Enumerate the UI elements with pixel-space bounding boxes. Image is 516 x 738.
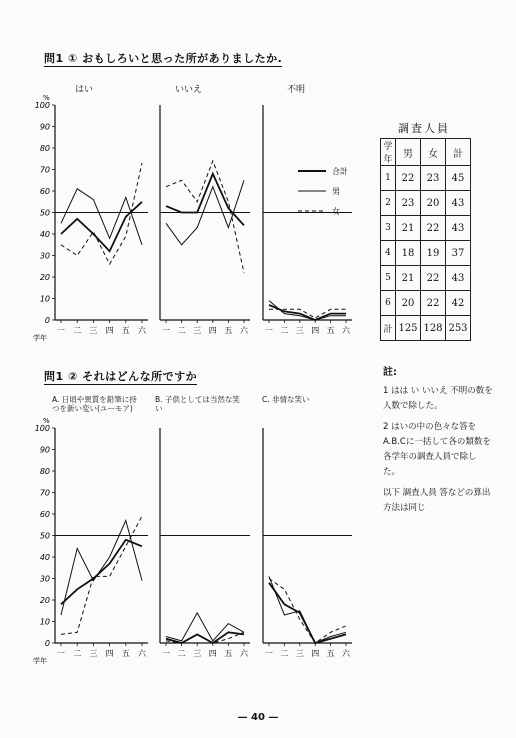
table-cell: 6 bbox=[381, 291, 396, 316]
survey-header-cell: 計 bbox=[446, 139, 471, 166]
panel-label-a: A. 日頃や異質を鉛筆に持つを新い変い(ユーモア) bbox=[52, 395, 137, 413]
x-tick-label: 六 bbox=[138, 649, 146, 658]
notes bbox=[383, 365, 493, 516]
table-cell: 23 bbox=[396, 191, 421, 216]
x-tick-label: 六 bbox=[342, 326, 350, 335]
x-tick-label: 四 bbox=[311, 326, 320, 335]
y-tick-label: 40 bbox=[39, 553, 50, 562]
table-cell: 125 bbox=[396, 316, 421, 341]
x-tick-label: 一 bbox=[57, 326, 65, 335]
series-line-male bbox=[166, 613, 244, 641]
table-row bbox=[381, 216, 471, 241]
y-tick-label: 0 bbox=[44, 639, 50, 648]
table-cell: 22 bbox=[421, 266, 446, 291]
y-tick-label: 60 bbox=[39, 187, 50, 196]
table-cell: 4 bbox=[381, 241, 396, 266]
table-cell: 43 bbox=[446, 216, 471, 241]
series-line-male bbox=[269, 576, 346, 643]
survey-table bbox=[380, 138, 471, 341]
table-cell: 計 bbox=[381, 316, 396, 341]
table-row bbox=[381, 241, 471, 266]
x-tick-label: 四 bbox=[105, 649, 114, 658]
y-tick-label: 10 bbox=[39, 294, 50, 304]
survey-header-cell: 女 bbox=[421, 139, 446, 166]
y-tick-label: 50 bbox=[39, 531, 50, 541]
note-item: 2 はいの中の色々な答をA.B.Cに一括して各の類数を各学年の調査人員で除した。 bbox=[383, 422, 491, 477]
table-cell: 22 bbox=[396, 166, 421, 191]
y-unit-label: % bbox=[43, 94, 50, 102]
x-tick-label: 六 bbox=[342, 649, 350, 658]
x-tick-label: 六 bbox=[240, 326, 248, 335]
x-axis-label: 学年 bbox=[33, 334, 47, 342]
table-cell: 19 bbox=[421, 241, 446, 266]
x-tick-label: 二 bbox=[73, 326, 82, 335]
page-number: — 40 — bbox=[237, 712, 279, 723]
y-tick-label: 80 bbox=[39, 144, 50, 153]
table-cell: 23 bbox=[421, 166, 446, 191]
y-tick-label: 10 bbox=[39, 617, 50, 627]
x-tick-label: 四 bbox=[311, 649, 320, 658]
table-cell: 45 bbox=[446, 166, 471, 191]
x-tick-label: 三 bbox=[193, 649, 202, 658]
x-tick-label: 四 bbox=[105, 326, 114, 335]
survey-title: 調査人員 bbox=[398, 122, 450, 135]
table-cell: 20 bbox=[396, 291, 421, 316]
x-tick-label: 五 bbox=[326, 649, 335, 658]
panel-label-c: C. 非情な笑い bbox=[262, 395, 310, 404]
legend-female-label: 女 bbox=[332, 207, 340, 216]
table-total-row bbox=[381, 316, 471, 341]
table-cell: 22 bbox=[421, 216, 446, 241]
panel-label-b: B. 子供としては当然な笑い bbox=[155, 395, 240, 413]
x-tick-label: 一 bbox=[162, 326, 170, 335]
survey-header-cell: 男 bbox=[396, 139, 421, 166]
legend-male-label: 男 bbox=[332, 187, 340, 196]
y-tick-label: 100 bbox=[34, 424, 50, 433]
y-tick-label: 100 bbox=[34, 101, 50, 110]
x-tick-label: 六 bbox=[240, 649, 248, 658]
table-cell: 22 bbox=[421, 291, 446, 316]
x-tick-label: 二 bbox=[177, 326, 186, 335]
note-item: 1 はは い いいえ 不明の数を人数で除した。 bbox=[383, 386, 493, 411]
table-cell: 3 bbox=[381, 216, 396, 241]
table-cell: 2 bbox=[381, 191, 396, 216]
y-tick-label: 90 bbox=[39, 445, 50, 455]
legend-total-label: 合計 bbox=[332, 167, 348, 176]
y-tick-label: 30 bbox=[39, 251, 50, 261]
section2-title: 問1 ② それはどんな所ですか bbox=[44, 370, 198, 383]
series-line-total bbox=[269, 583, 346, 643]
table-cell: 253 bbox=[446, 316, 471, 341]
table-cell: 43 bbox=[446, 191, 471, 216]
survey-header-row bbox=[381, 139, 471, 166]
panel-label-yes: はい bbox=[75, 85, 94, 95]
survey-header-cell: 学年 bbox=[381, 139, 396, 166]
x-tick-label: 六 bbox=[138, 326, 146, 335]
table-row bbox=[381, 166, 471, 191]
table-row bbox=[381, 266, 471, 291]
table-cell: 43 bbox=[446, 266, 471, 291]
x-tick-label: 三 bbox=[89, 326, 98, 335]
note-item: 以下 調査人員 答などの算出方法は同じ bbox=[383, 488, 491, 513]
y-tick-label: 50 bbox=[39, 208, 50, 218]
x-tick-label: 二 bbox=[177, 649, 186, 658]
x-axis-label: 学年 bbox=[33, 657, 47, 665]
table-cell: 1 bbox=[381, 166, 396, 191]
table-row bbox=[381, 291, 471, 316]
y-tick-label: 70 bbox=[39, 165, 50, 175]
notes-heading: 註: bbox=[383, 367, 397, 378]
x-tick-label: 三 bbox=[89, 649, 98, 658]
x-tick-label: 三 bbox=[295, 649, 304, 658]
y-tick-label: 80 bbox=[39, 467, 50, 476]
table-cell: 128 bbox=[421, 316, 446, 341]
table-cell: 21 bbox=[396, 266, 421, 291]
series-line-total bbox=[166, 632, 244, 643]
table-cell: 20 bbox=[421, 191, 446, 216]
x-tick-label: 五 bbox=[224, 326, 233, 335]
x-tick-label: 五 bbox=[121, 326, 130, 335]
y-tick-label: 0 bbox=[44, 316, 50, 325]
x-tick-label: 二 bbox=[280, 649, 289, 658]
x-tick-label: 四 bbox=[208, 326, 217, 335]
y-tick-label: 20 bbox=[39, 596, 50, 605]
x-tick-label: 三 bbox=[295, 326, 304, 335]
x-tick-label: 五 bbox=[326, 326, 335, 335]
x-tick-label: 二 bbox=[73, 649, 82, 658]
y-tick-label: 40 bbox=[39, 230, 50, 239]
panel-label-unknown: 不明 bbox=[287, 85, 306, 95]
table-cell: 42 bbox=[446, 291, 471, 316]
panel-label-no: いいえ bbox=[175, 85, 203, 95]
y-tick-label: 70 bbox=[39, 488, 50, 498]
table-cell: 37 bbox=[446, 241, 471, 266]
x-tick-label: 一 bbox=[265, 649, 273, 658]
y-tick-label: 30 bbox=[39, 574, 50, 584]
x-tick-label: 五 bbox=[121, 649, 130, 658]
table-cell: 18 bbox=[396, 241, 421, 266]
y-unit-label: % bbox=[43, 417, 50, 425]
y-tick-label: 90 bbox=[39, 122, 50, 132]
x-tick-label: 一 bbox=[265, 326, 273, 335]
x-tick-label: 一 bbox=[162, 649, 170, 658]
section1-title: 問1 ① おもしろいと思った所がありましたか. bbox=[44, 52, 283, 65]
series-line-total bbox=[61, 540, 142, 605]
table-cell: 5 bbox=[381, 266, 396, 291]
x-tick-label: 三 bbox=[193, 326, 202, 335]
y-tick-label: 60 bbox=[39, 510, 50, 519]
x-tick-label: 一 bbox=[57, 649, 65, 658]
table-cell: 21 bbox=[396, 216, 421, 241]
table-row bbox=[381, 191, 471, 216]
x-tick-label: 四 bbox=[208, 649, 217, 658]
series-line-male bbox=[61, 521, 142, 616]
x-tick-label: 二 bbox=[280, 326, 289, 335]
legend bbox=[296, 163, 376, 227]
series-line-female bbox=[269, 579, 346, 644]
y-tick-label: 20 bbox=[39, 273, 50, 282]
x-tick-label: 五 bbox=[224, 649, 233, 658]
